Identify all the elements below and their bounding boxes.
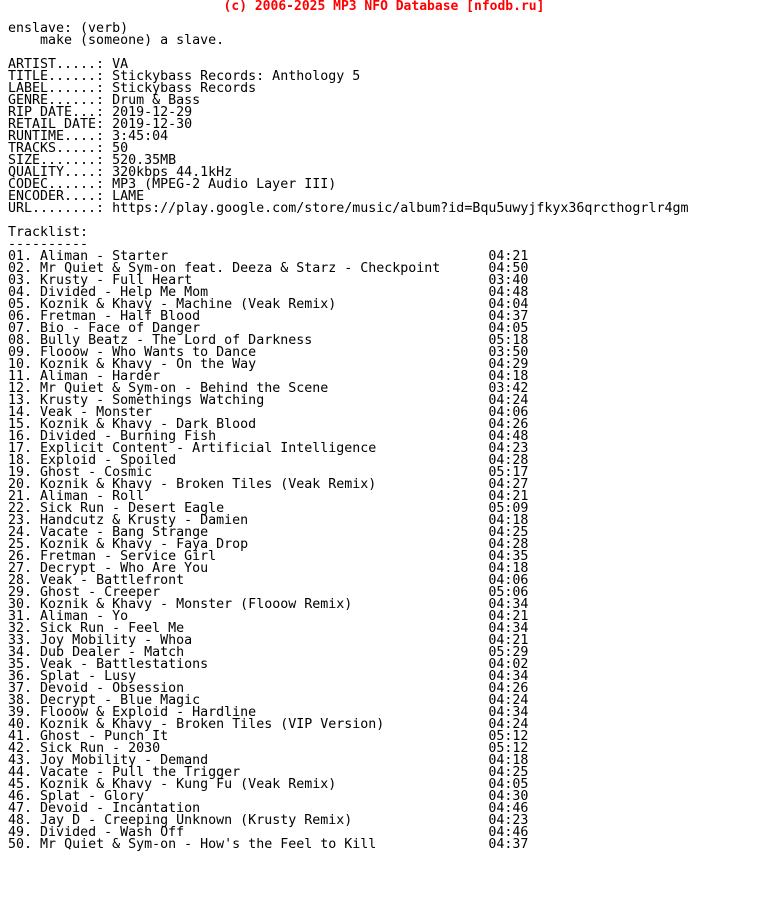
track-number: 03. [8,273,33,288]
tracklist [8,251,688,851]
track-title: Koznik & Khavy - Kung Fu (Veak Remix) [40,777,337,792]
track-number: 34. [8,645,33,660]
track-title: Fretman - Half Blood [40,309,201,324]
track-number: 28. [8,573,33,588]
track-number: 45. [8,777,33,792]
track-duration: 04:05 [488,777,529,792]
info-field-value: MP3 (MPEG-2 Audio Layer III) [112,177,337,192]
track-number: 30. [8,597,33,612]
track-title: Veak - Battlestations [40,657,209,672]
track-number: 02. [8,261,33,276]
info-field-value: Stickybass Records [112,81,257,96]
track-title: Flooow - Who Wants to Dance [40,345,257,360]
track-title: Sick Run - Desert Eagle [40,501,225,516]
track-number: 17. [8,441,33,456]
track-number: 42. [8,741,33,756]
track-title: Ghost - Punch It [40,729,169,744]
info-field-value: 50 [112,141,129,156]
info-field-value: 3:45:04 [112,129,169,144]
track-title: Mr Quiet & Sym-on - How's the Feel to Kill [40,837,377,852]
info-field-label: TITLE......: [8,69,113,84]
track-title: Divided - Help Me Mom [40,285,209,300]
tracklist-heading: Tracklist: [8,225,89,240]
track-number: 26. [8,549,33,564]
track-title: Devoid - Obsession [40,681,185,696]
info-field-label: SIZE.......: [8,153,113,168]
track-number: 14. [8,405,33,420]
track-duration: 04:18 [488,369,529,384]
track-duration: 04:06 [488,573,529,588]
track-duration: 04:04 [488,297,529,312]
track-title: Aliman - Starter [40,249,169,264]
track-number: 49. [8,825,33,840]
track-duration: 04:34 [488,597,529,612]
info-field-value: VA [112,57,129,72]
info-field-value: 520.35MB [112,153,177,168]
info-field-value: Drum & Bass [112,93,201,108]
track-number: 37. [8,681,33,696]
track-title: Koznik & Khavy - Broken Tiles (VIP Version) [40,717,385,732]
track-title: Decrypt - Who Are You [40,561,209,576]
track-title: Flooow & Exploid - Hardline [40,705,257,720]
track-title: Sick Run - Feel Me [40,621,185,636]
track-title: Krusty - Full Heart [40,273,193,288]
track-duration: 05:12 [488,741,529,756]
track-title: Veak - Monster [40,405,153,420]
track-number: 24. [8,525,33,540]
track-title: Veak - Battlefront [40,573,185,588]
track-duration: 04:24 [488,693,529,708]
track-number: 07. [8,321,33,336]
track-title: Koznik & Khavy - On the Way [40,357,257,372]
track-duration: 04:26 [488,681,529,696]
release-info [8,59,688,215]
track-duration: 04:48 [488,429,529,444]
info-field-value: 2019-12-30 [112,117,193,132]
track-duration: 05:09 [488,501,529,516]
track-duration: 04:28 [488,453,529,468]
track-duration: 04:30 [488,789,529,804]
track-duration: 04:48 [488,285,529,300]
track-number: 04. [8,285,33,300]
track-title: Ghost - Creeper [40,585,161,600]
track-number: 01. [8,249,33,264]
track-duration: 04:35 [488,549,529,564]
track-duration: 04:28 [488,537,529,552]
track-duration: 04:21 [488,489,529,504]
track-number: 35. [8,657,33,672]
track-title: Fretman - Service Girl [40,549,217,564]
track-duration: 04:24 [488,717,529,732]
info-field-label: LABEL......: [8,81,113,96]
track-number: 48. [8,813,33,828]
track-duration: 04:18 [488,753,529,768]
track-duration: 04:18 [488,513,529,528]
track-title: Bully Beatz - The Lord of Darkness [40,333,313,348]
info-field-label: ARTIST.....: [8,57,113,72]
info-field-label: RETAIL DATE: [8,117,113,132]
track-title: Devoid - Incantation [40,801,201,816]
track-number: 12. [8,381,33,396]
track-number: 10. [8,357,33,372]
track-number: 40. [8,717,33,732]
info-field-label: RIP DATE...: [8,105,113,120]
track-duration: 04:21 [488,609,529,624]
track-number: 22. [8,501,33,516]
track-duration: 04:25 [488,765,529,780]
track-duration: 04:21 [488,633,529,648]
track-duration: 04:18 [488,561,529,576]
track-number: 31. [8,609,33,624]
track-duration: 03:50 [488,345,529,360]
track-duration: 04:06 [488,405,529,420]
track-number: 19. [8,465,33,480]
info-field-label: TRACKS.....: [8,141,113,156]
track-number: 11. [8,369,33,384]
track-duration: 04:23 [488,441,529,456]
track-number: 33. [8,633,33,648]
track-title: Koznik & Khavy - Faya Drop [40,537,249,552]
info-field-value: LAME [112,189,145,204]
nfo-document [8,23,688,851]
track-number: 39. [8,705,33,720]
track-duration: 03:40 [488,273,529,288]
track-title: Aliman - Yo [40,609,129,624]
info-field-label: QUALITY....: [8,165,113,180]
track-title: Koznik & Khavy - Broken Tiles (Veak Remix) [40,477,377,492]
track-number: 20. [8,477,33,492]
track-duration: 04:46 [488,801,529,816]
track-duration: 05:18 [488,333,529,348]
track-duration: 04:37 [488,309,529,324]
info-field-value: Stickybass Records: Anthology 5 [112,69,361,84]
track-title: Exploid - Spoiled [40,453,177,468]
track-number: 38. [8,693,33,708]
track-number: 27. [8,561,33,576]
track-duration: 04:02 [488,657,529,672]
track-number: 15. [8,417,33,432]
track-duration: 05:12 [488,729,529,744]
track-title: Splat - Glory [40,789,145,804]
track-title: Divided - Wash Off [40,825,185,840]
info-field-label: ENCODER....: [8,189,113,204]
track-number: 29. [8,585,33,600]
track-number: 09. [8,345,33,360]
track-number: 44. [8,765,33,780]
track-number: 06. [8,309,33,324]
track-number: 36. [8,669,33,684]
track-title: Dub Dealer - Match [40,645,185,660]
track-duration: 04:26 [488,417,529,432]
track-duration: 04:24 [488,393,529,408]
track-number: 21. [8,489,33,504]
track-number: 05. [8,297,33,312]
track-duration: 04:46 [488,825,529,840]
track-duration: 04:25 [488,525,529,540]
track-number: 13. [8,393,33,408]
track-duration: 04:34 [488,669,529,684]
track-number: 18. [8,453,33,468]
track-row [8,839,688,851]
track-duration: 04:34 [488,621,529,636]
info-field [8,203,688,215]
track-title: Ghost - Cosmic [40,465,153,480]
track-number: 47. [8,801,33,816]
track-title: Jay D - Creeping Unknown (Krusty Remix) [40,813,353,828]
track-duration: 04:05 [488,321,529,336]
track-duration: 04:29 [488,357,529,372]
info-field-value: 2019-12-29 [112,105,193,120]
track-title: Koznik & Khavy - Monster (Flooow Remix) [40,597,353,612]
track-duration: 05:06 [488,585,529,600]
info-field-label: CODEC......: [8,177,113,192]
info-field-label: GENRE......: [8,93,113,108]
track-number: 50. [8,837,33,852]
track-title: Aliman - Harder [40,369,161,384]
track-duration: 03:42 [488,381,529,396]
track-title: Krusty - Somethings Watching [40,393,265,408]
track-title: Sick Run - 2030 [40,741,161,756]
tracklist-rule: ---------- [8,237,89,252]
track-number: 16. [8,429,33,444]
info-field-label: RUNTIME....: [8,129,113,144]
track-duration: 04:27 [488,477,529,492]
track-duration: 04:34 [488,705,529,720]
site-header[interactable]: (c) 2006-2025 MP3 NFO Database [nfodb.ru] [223,0,545,14]
track-title: Joy Mobility - Whoa [40,633,193,648]
track-title: Bio - Face of Danger [40,321,201,336]
blank-line [8,215,688,227]
track-number: 08. [8,333,33,348]
intro-line: make (someone) a slave. [8,33,225,48]
track-duration: 05:29 [488,645,529,660]
track-number: 23. [8,513,33,528]
track-title: Handcutz & Krusty - Damien [40,513,249,528]
track-duration: 04:37 [488,837,529,852]
track-duration: 04:23 [488,813,529,828]
track-title: Mr Quiet & Sym-on - Behind the Scene [40,381,329,396]
info-field-value: https://play.google.com/store/music/album?id=Bqu5uwyjfkyx36qrcthogrlr4gm [112,201,689,216]
track-title: Aliman - Roll [40,489,145,504]
track-title: Mr Quiet & Sym-on feat. Deeza & Starz - Checkpoint [40,261,441,276]
track-title: Joy Mobility - Demand [40,753,209,768]
track-number: 32. [8,621,33,636]
info-field-value: 320kbps 44.1kHz [112,165,233,180]
track-title: Koznik & Khavy - Machine (Veak Remix) [40,297,337,312]
track-title: Decrypt - Blue Magic [40,693,201,708]
track-title: Koznik & Khavy - Dark Blood [40,417,257,432]
track-title: Vacate - Pull the Trigger [40,765,241,780]
track-number: 41. [8,729,33,744]
track-title: Splat - Lusy [40,669,137,684]
track-duration: 05:17 [488,465,529,480]
track-number: 46. [8,789,33,804]
track-duration: 04:21 [488,249,529,264]
info-field-label: URL........: [8,201,113,216]
track-number: 25. [8,537,33,552]
track-title: Explicit Content - Artificial Intelligence [40,441,377,456]
track-duration: 04:50 [488,261,529,276]
track-title: Divided - Burning Fish [40,429,217,444]
track-number: 43. [8,753,33,768]
intro-line: enslave: (verb) [8,21,129,36]
track-title: Vacate - Bang Strange [40,525,209,540]
